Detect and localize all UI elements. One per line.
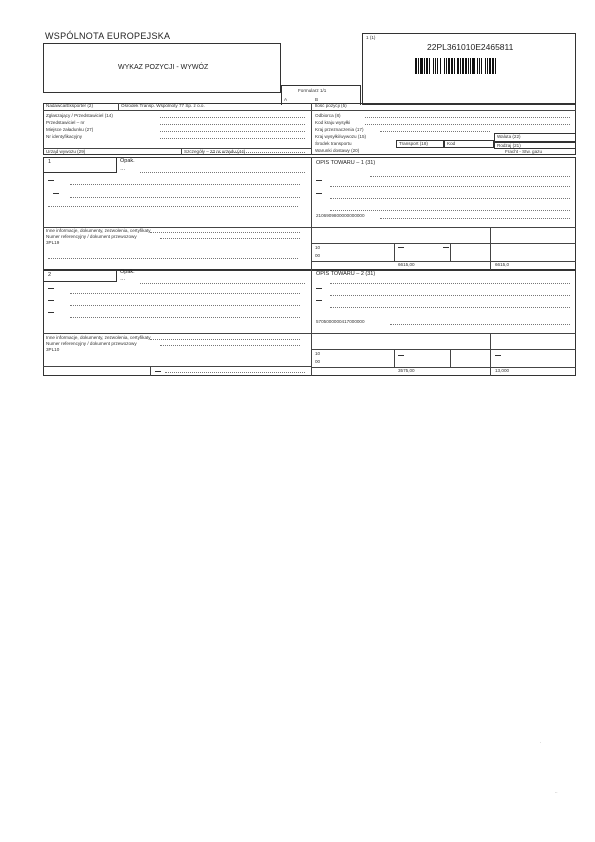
item-1-procedure: 10 xyxy=(315,245,321,250)
export-country-label: Kraj wysyłki/wywozu (15) xyxy=(315,134,367,139)
representative-label: Przedstawiciel – nr xyxy=(46,120,85,125)
item-2-gross-mass: 3575,00 xyxy=(398,368,415,373)
item-2-block xyxy=(43,270,576,376)
item-1-net-mass: 6615,0 xyxy=(495,262,510,267)
item-1-packages-label: Opak. xyxy=(120,158,135,164)
item-2-net-mass: 13,000 xyxy=(495,368,510,373)
document-title: WYKAZ POZYCJI - WYWÓZ xyxy=(118,64,209,71)
transport-means-label: Środek transportu xyxy=(315,141,352,146)
item-1-block xyxy=(43,157,576,270)
community-title: WSPÓLNOTA EUROPEJSKA xyxy=(45,31,171,41)
type-box-text: Rodzaj (21) xyxy=(497,143,521,148)
loading-place-label: Miejsce załadunku (27) xyxy=(46,127,94,132)
item-1-procedure-sub: 00 xyxy=(315,253,321,258)
item-2-number: 2 xyxy=(48,272,52,278)
item-1-gross-mass: 6615,00 xyxy=(398,262,415,267)
mrn-box: 1 (1) 22PL361010E2465811 xyxy=(362,33,576,105)
item-1-country-code: 3PL19 xyxy=(46,240,60,245)
office-of-export-value: Szczegóły – 22 nr urzędu (44) xyxy=(184,149,246,154)
destination-country-label: Kraj przeznaczenia (17) xyxy=(315,127,364,132)
item-2-packages-label: Opak. xyxy=(120,269,135,275)
items-count-label: Ilość pozycji (5) xyxy=(315,103,347,108)
item-2-notes-header: Inne informacje, dokumenty, zezwolenia, certyfikaty xyxy=(46,335,151,340)
item-1-notes-line2: Numer referencyjny / dokument przewozowy xyxy=(46,234,137,239)
declarant-label: Zgłaszający / Przedstawiciel (14) xyxy=(46,113,113,118)
item-2-notes-line2: Numer referencyjny / dokument przewozowy xyxy=(46,341,137,346)
consignee-label: Odbiorca (8) xyxy=(315,113,341,118)
transport-box xyxy=(396,140,444,148)
office-of-export-label: Urząd wywozu (29) xyxy=(46,149,86,154)
item-2-number-box xyxy=(43,270,117,282)
code-box-text: Kod xyxy=(447,141,456,146)
form-number-label: Formularz 1/1 xyxy=(298,88,327,93)
item-2-country-code: 3PL10 xyxy=(46,347,60,352)
transport-box-text: Transport (18) xyxy=(399,141,428,146)
item-2-procedure: 10 xyxy=(315,351,321,356)
item-2-commodity-code: 5705000000417000000 xyxy=(316,319,365,324)
item-1-number: 1 xyxy=(48,159,52,165)
mrn-number: 22PL361010E2465811 xyxy=(427,42,514,52)
currency-box xyxy=(494,133,576,142)
type-box xyxy=(494,142,576,149)
document-title-box xyxy=(43,43,281,93)
item-1-notes-header: Inne informacje, dokumenty, zezwolenia, certyfikaty xyxy=(46,228,151,233)
exporter-value: Ośrodek Transp. Wspólnoty 77 Sp. z o.o. xyxy=(121,103,205,108)
code-box xyxy=(444,140,494,148)
delivery-terms-label: Warunki dostawy (20) xyxy=(315,148,360,153)
box-a-label: A xyxy=(284,97,288,102)
item-1-description-label: OPIS TOWARU – 1 (31) xyxy=(316,160,376,166)
form-number-box xyxy=(281,85,361,105)
barcode xyxy=(415,58,533,74)
box-b-label: B xyxy=(315,97,319,102)
item-1-commodity-code: 2106909800000000000 xyxy=(316,213,365,218)
exporter-label: Nadawca/Eksporter (2) xyxy=(46,103,93,108)
item-2-procedure-sub: 00 xyxy=(315,359,321,364)
item-2-description-label: OPIS TOWARU – 2 (31) xyxy=(316,271,376,277)
type-value: Fracht - Stw. gazu xyxy=(505,149,543,154)
dispatch-country-code-label: Kod kraju wysyłki xyxy=(315,120,351,125)
item-1-number-box xyxy=(43,157,117,173)
currency-box-text: Waluta (22) xyxy=(497,134,521,139)
id-number-label: Nr identyfikacyjny xyxy=(46,134,82,139)
